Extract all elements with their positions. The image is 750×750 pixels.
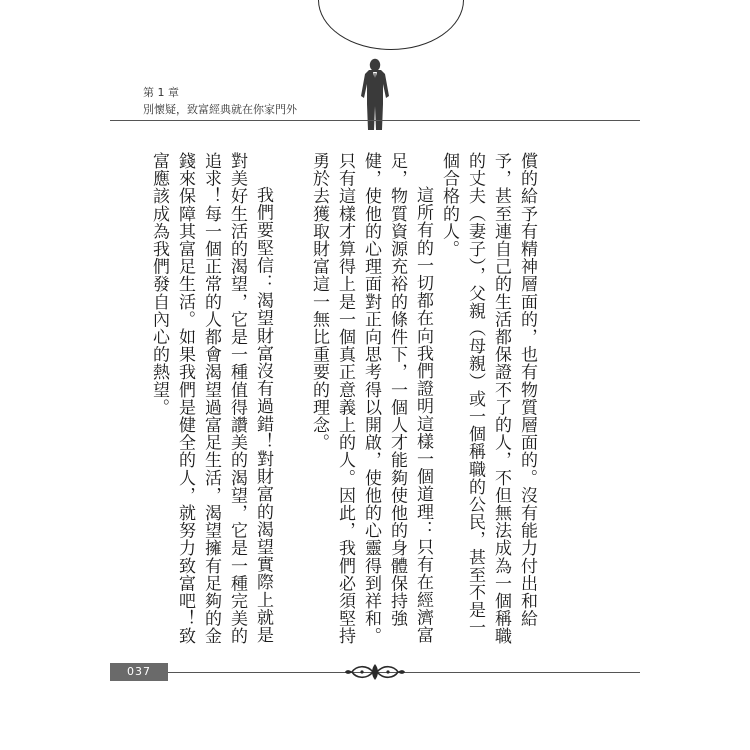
header-rule xyxy=(110,120,640,121)
paragraph-3: 我們要堅信：渴望財富沒有過錯！對財富的渴望實際上就是對美好生活的渴望，它是一種值得讚美的渴望，它是一種完美的追求！每一個正常的人都會渴望過富足生活，渴望擁有足夠的金錢來保障其富足生活。如果我們是健全的人，就努力致富吧！致富應該成為我們發自內心的熱望。 xyxy=(149,152,273,645)
vertical-body-text xyxy=(149,152,540,646)
paragraph-2: 這所有的一切都在向我們證明這樣一個道理：只有在經濟富足，物質資源充裕的條件下，一個人才能夠使他的身體保持強健，使他的心理面對正向思考得以開啟，使他的心靈得到祥和。只有這樣才算得上是一個真正意義上的人。因此，我們必須堅持勇於去獲取財富這一無比重要的理念。 xyxy=(309,152,433,645)
paragraph-1: 償的給予有精神層面的，也有物質層面的。沒有能力付出和給予，甚至連自己的生活都保證不了的人，不但無法成為一個稱職的丈夫（妻子），父親（母親）或一個稱職的公民，甚至不是一個合格的人。 xyxy=(439,152,537,645)
chapter-heading xyxy=(143,84,297,118)
chapter-title: 別懷疑，致富經典就在你家門外 xyxy=(143,103,297,116)
decorative-circle xyxy=(318,0,464,50)
page-number: 037 xyxy=(110,663,168,681)
chapter-label: 第 1 章 xyxy=(143,86,179,99)
flourish-ornament-icon xyxy=(344,660,406,684)
